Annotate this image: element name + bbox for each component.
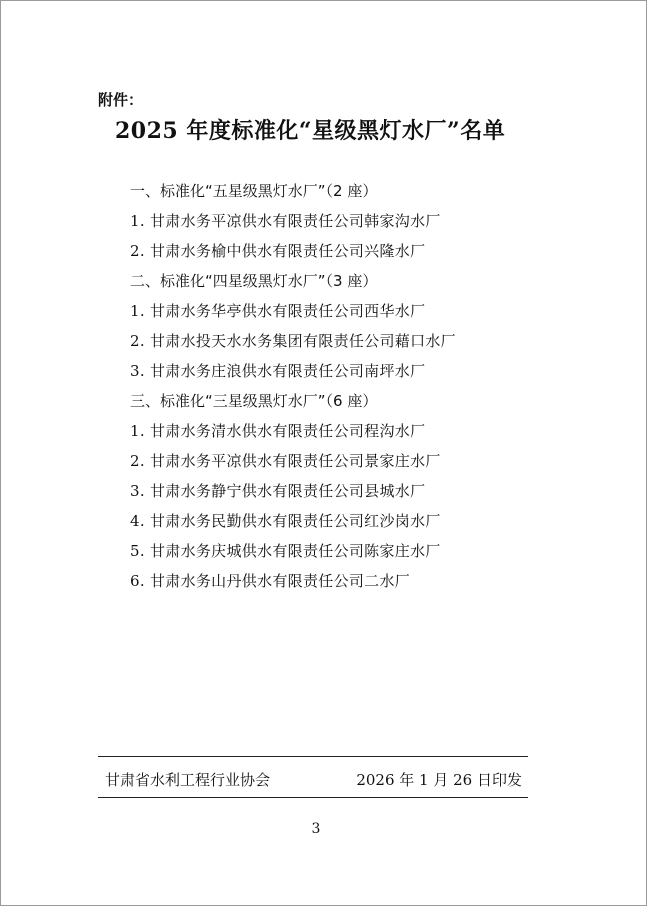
list-item: 2. 甘肃水投天水水务集团有限责任公司藉口水厂 — [130, 332, 456, 350]
list-item: 6. 甘肃水务山丹供水有限责任公司二水厂 — [130, 572, 411, 590]
list-item: 3. 甘肃水务静宁供水有限责任公司县城水厂 — [130, 482, 426, 500]
list-item: 1. 甘肃水务清水供水有限责任公司程沟水厂 — [130, 422, 426, 440]
footer-top-rule — [98, 756, 528, 757]
footer-bottom-rule — [98, 797, 528, 798]
list-content — [130, 176, 530, 596]
page-number: 3 — [311, 821, 321, 837]
attachment-label: 附件： — [98, 91, 144, 109]
list-item: 4. 甘肃水务民勤供水有限责任公司红沙岗水厂 — [130, 512, 441, 530]
section-heading-three-star: 三、标准化“三星级黑灯水厂”（6 座） — [130, 392, 378, 410]
footer-organization: 甘肃省水利工程行业协会 — [105, 771, 271, 789]
list-item: 3. 甘肃水务庄浪供水有限责任公司南坪水厂 — [130, 362, 426, 380]
footer-date: 2026 年 1 月 26 日印发 — [356, 771, 522, 789]
section-heading-four-star: 二、标准化“四星级黑灯水厂”（3 座） — [130, 272, 378, 290]
list-item: 1. 甘肃水务平凉供水有限责任公司韩家沟水厂 — [130, 212, 441, 230]
list-item: 2. 甘肃水务榆中供水有限责任公司兴隆水厂 — [130, 242, 426, 260]
list-item: 1. 甘肃水务华亭供水有限责任公司西华水厂 — [130, 302, 426, 320]
list-item: 2. 甘肃水务平凉供水有限责任公司景家庄水厂 — [130, 452, 441, 470]
section-heading-five-star: 一、标准化“五星级黑灯水厂”（2 座） — [130, 182, 378, 200]
list-item: 5. 甘肃水务庆城供水有限责任公司陈家庄水厂 — [130, 542, 441, 560]
document-title: 2025 年度标准化“星级黑灯水厂”名单 — [115, 118, 506, 144]
